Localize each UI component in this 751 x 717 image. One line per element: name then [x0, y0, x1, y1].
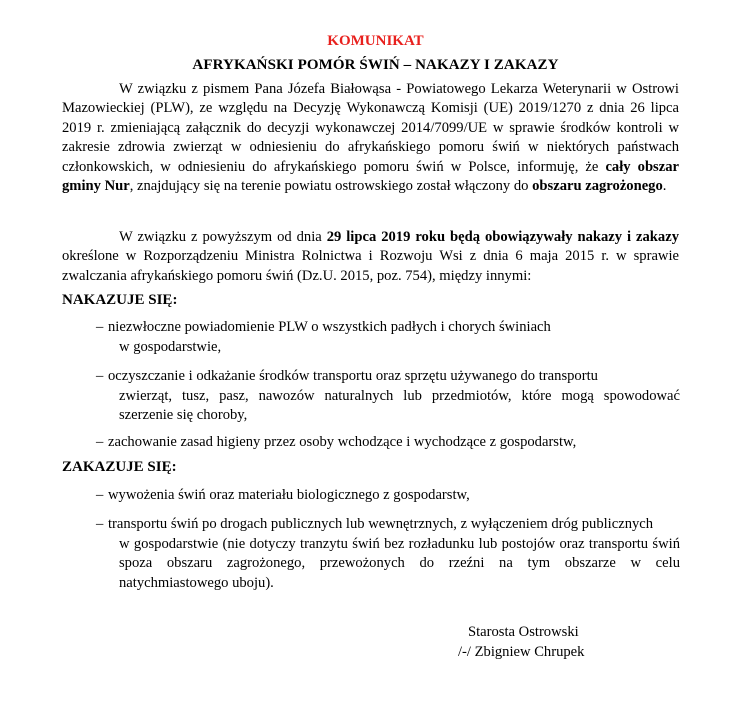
dash-bullet: – [96, 319, 104, 335]
prohibition-item [96, 515, 680, 593]
dash-bullet: – [96, 516, 104, 532]
intro-bold-area: cały obszar gminy Nur [62, 158, 679, 195]
dash-bullet: – [96, 434, 104, 450]
prohibition-item-continuation: w gospodarstwie (nie dotyczy tranzytu świń bez rozładunku lub postojów oraz transportu świń spoza obszaru zagrożonego, przewożonych do rzeźni na tym obszarze w celu natychmiastowego uboju). [119, 535, 680, 591]
order-item-line1: oczyszczanie i odkażanie środków transportu oraz sprzętu używanego do transportu [108, 368, 598, 384]
intro-text-1: W związku z pismem Pana Józefa Białowąsa - Powiatowego Lekarza Weterynarii w Ostrowi Mazowieckiej (PLW), ze względu na Decyzję Wykonawczą Komisji (UE) 2019/1270 z dnia 26 lipca 2019 r. zmieniającą załącznik do decyzji wykonawczej 2014/7099/UE w sprawie środków kontroli w zakresie zdrowia zwierząt w odniesieniu do afrykańskiego pomoru świń w niektórych państwach członkowskich, w odniesieniu do afrykańskiego pomoru świń w Polsce, informuję, że [62, 81, 679, 175]
order-item-line1: zachowanie zasad higieny przez osoby wchodzące i wychodzące z gospodarstw, [108, 434, 577, 450]
prohibition-item-line1: transportu świń po drogach publicznych lub wewnętrznych, z wyłączeniem dróg publicznych [108, 516, 654, 532]
intro-text-3: . [662, 178, 667, 195]
order-item [96, 367, 680, 426]
order-item-continuation: w gospodarstwie, [119, 338, 222, 355]
order-item [96, 433, 680, 453]
intro-bold-zone: obszaru zagrożonego [532, 178, 663, 195]
effective-bold-date: 29 lipca 2019 roku będą obowiązywały nakazy i zakazy [326, 229, 679, 245]
order-item-continuation: zwierząt, tusz, pasz, nawozów naturalnych lub przedmiotów, które mogą spowodować szerzenie się choroby, [119, 387, 680, 423]
intro-text-2: , znajdujący się na terenie powiatu ostrowskiego został włączony do [129, 178, 533, 195]
dash-bullet: – [96, 487, 104, 503]
order-item-line1: niezwłoczne powiadomienie PLW o wszystkich padłych i chorych świniach [108, 319, 551, 335]
order-item [96, 318, 680, 357]
signature-role: Starosta Ostrowski [468, 624, 579, 640]
effective-date-paragraph [62, 228, 679, 286]
document-subtitle: AFRYKAŃSKI POMÓR ŚWIŃ – NAKAZY I ZAKAZY [192, 57, 559, 73]
prohibition-item [96, 486, 680, 506]
intro-paragraph [62, 80, 679, 196]
document-title: KOMUNIKAT [327, 33, 424, 49]
prohibition-item-line1: wywożenia świń oraz materiału biologicznego z gospodarstw, [108, 487, 470, 503]
effective-text-1: W związku z powyższym od dnia [119, 229, 327, 245]
prohibitions-heading: ZAKAZUJE SIĘ: [62, 459, 177, 475]
signature-name: /-/ Zbigniew Chrupek [458, 644, 585, 660]
effective-text-2: określone w Rozporządzeniu Ministra Rolnictwa i Rozwoju Wsi z dnia 6 maja 2015 r. w sprawie zwalczania afrykańskiego pomoru świń (Dz.U. 2015, poz. 754), między innymi: [62, 248, 679, 284]
dash-bullet: – [96, 368, 104, 384]
orders-heading: NAKAZUJE SIĘ: [62, 292, 178, 308]
